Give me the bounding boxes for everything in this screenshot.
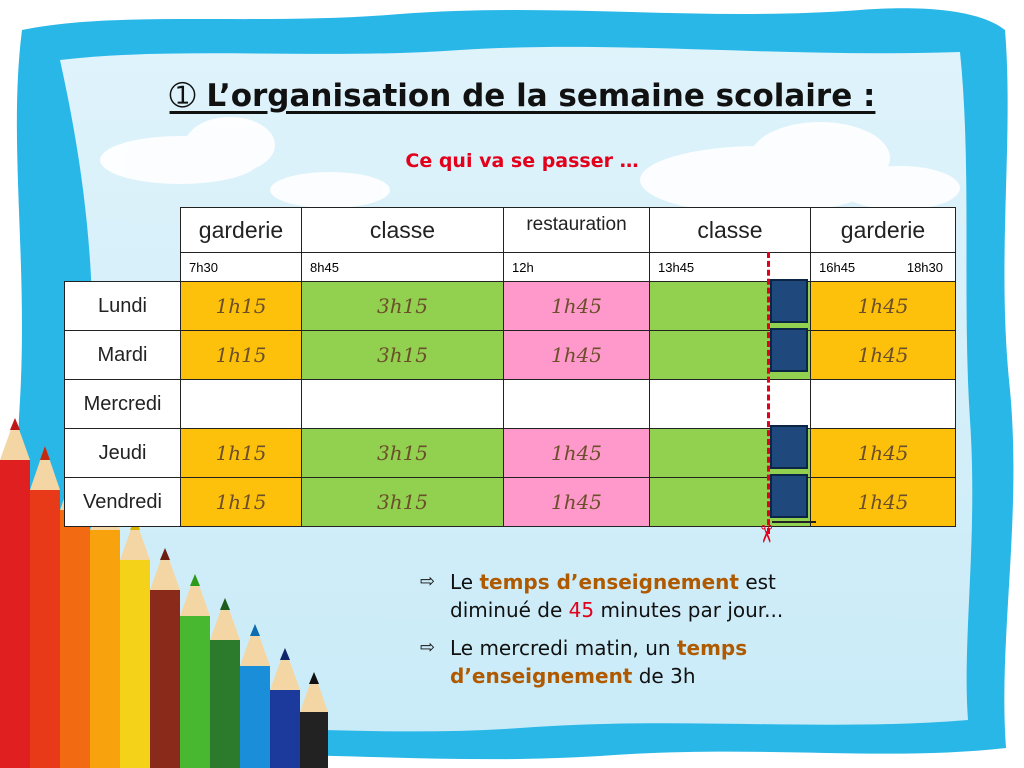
table-row bbox=[65, 282, 956, 331]
start-time bbox=[811, 253, 956, 282]
duration: 1h45 bbox=[857, 343, 909, 367]
duration: 1h45 bbox=[550, 294, 603, 318]
note-teaching-time-reduced bbox=[420, 568, 840, 624]
duration: 1h45 bbox=[550, 343, 603, 367]
note-highlight: temps d’enseignement bbox=[450, 636, 748, 688]
removed-time-block bbox=[770, 279, 808, 323]
schedule-header-row bbox=[65, 208, 956, 253]
start-time: 8h45 bbox=[302, 253, 504, 282]
duration: 1h15 bbox=[215, 441, 267, 465]
column-header: classe bbox=[302, 208, 504, 253]
table-row bbox=[65, 331, 956, 380]
table-row bbox=[65, 429, 956, 478]
school-week-schedule bbox=[64, 207, 956, 527]
corner-cell bbox=[65, 208, 181, 282]
removed-time-block bbox=[770, 328, 808, 372]
note-text bbox=[450, 634, 840, 690]
note-highlight: temps d’enseignement bbox=[479, 570, 739, 594]
note-wednesday-morning bbox=[420, 634, 840, 690]
duration: 1h15 bbox=[215, 294, 267, 318]
table-row bbox=[65, 380, 956, 429]
removed-time-block bbox=[770, 474, 808, 518]
start-time: 13h45 bbox=[650, 253, 811, 282]
end-time: 18h30 bbox=[906, 259, 943, 275]
duration: 3h15 bbox=[376, 294, 429, 318]
duration: 3h15 bbox=[376, 490, 429, 514]
schedule-times-row bbox=[65, 253, 956, 282]
duration: 1h45 bbox=[550, 490, 603, 514]
note-number: 45 bbox=[568, 598, 595, 622]
column-header: restauration bbox=[504, 208, 650, 253]
subtitle: Ce qui va se passer … bbox=[405, 150, 639, 172]
start-time: 7h30 bbox=[181, 253, 302, 282]
column-header: garderie bbox=[811, 208, 956, 253]
duration: 1h45 bbox=[857, 294, 909, 318]
note-text-part: Le bbox=[450, 570, 480, 594]
duration: 3h15 bbox=[376, 343, 429, 367]
column-header: classe bbox=[650, 208, 811, 253]
day-label: Mardi bbox=[65, 331, 181, 380]
duration: 1h45 bbox=[857, 441, 909, 465]
notes bbox=[420, 568, 840, 700]
table-row bbox=[65, 478, 956, 527]
day-label: Vendredi bbox=[65, 478, 181, 527]
duration: 1h15 bbox=[215, 490, 267, 514]
duration: 1h15 bbox=[215, 343, 267, 367]
right-arrow-icon: ⇨ bbox=[420, 637, 436, 658]
scissors-icon: ✂ bbox=[752, 523, 781, 545]
start-time: 16h45 bbox=[819, 259, 856, 275]
cut-dashed-line bbox=[767, 252, 770, 534]
day-label: Mercredi bbox=[65, 380, 181, 429]
note-text bbox=[450, 568, 840, 624]
duration: 3h15 bbox=[376, 441, 429, 465]
note-text-part: de 3h bbox=[632, 664, 696, 688]
note-text-part: Le mercredi matin, un bbox=[450, 636, 677, 660]
note-text-part: est diminué de bbox=[450, 570, 776, 622]
day-label: Jeudi bbox=[65, 429, 181, 478]
start-time: 12h bbox=[504, 253, 650, 282]
day-label: Lundi bbox=[65, 282, 181, 331]
cut-edge-line bbox=[772, 521, 816, 523]
duration: 1h45 bbox=[857, 490, 909, 514]
removed-time-block bbox=[770, 425, 808, 469]
note-text-part: minutes par jour... bbox=[594, 598, 784, 622]
page-title: ➀ L’organisation de la semaine scolaire : bbox=[169, 78, 876, 114]
duration: 1h45 bbox=[550, 441, 603, 465]
column-header: garderie bbox=[181, 208, 302, 253]
right-arrow-icon: ⇨ bbox=[420, 571, 436, 592]
